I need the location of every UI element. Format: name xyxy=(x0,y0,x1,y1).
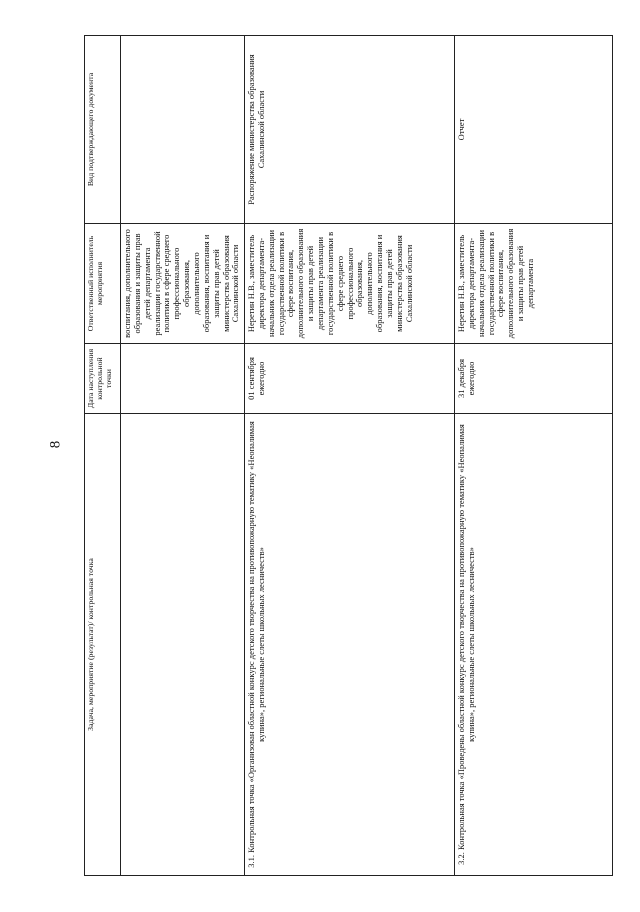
control-points-table xyxy=(84,35,613,876)
cell-executor: воспитания, дополнительного образования и защиты прав детей департамента реализации государственной политики в сфере среднего профессионального образования, дополнительного образования, воспитания и защиты прав детей министерства образования Сахалинской области xyxy=(121,224,245,344)
cell-executor: Неретин Н.В., заместитель директора департамента-начальник отдела реализации государственной политики в сфере воспитания, дополнительного образования и защиты прав детей департамента xyxy=(455,224,613,344)
cell-document xyxy=(121,36,245,224)
cell-date xyxy=(121,344,245,414)
header-date: Дата наступления контрольной точки xyxy=(85,344,121,414)
cell-task: 3.2. Контрольная точка «Проведены областной конкурс детского творчества на противопожарную тематику «Неопалимая купина», региональные слеты школьных лесничеств» xyxy=(455,414,613,876)
cell-executor: Неретин Н.В., заместитель директора департамента-начальник отдела реализации государственной политики в сфере воспитания, дополнительного образования и защиты прав детей департамента реализации государственной политики в сфере среднего профессионального образования, дополнительного образования, воспитания и защиты прав детей министерства образования Сахалинской области xyxy=(245,224,455,344)
table-row xyxy=(455,36,613,876)
page-number: 8 xyxy=(47,440,64,449)
header-executor: Ответственный исполнитель мероприятия xyxy=(85,224,121,344)
cell-document: Распоряжение министерства образования Сахалинской области xyxy=(245,36,455,224)
header-document: Вид подтверждающего документа xyxy=(85,36,121,224)
table-row xyxy=(245,36,455,876)
table-header-row xyxy=(85,36,121,876)
cell-task: 3.1. Контрольная точка «Организован областной конкурс детского творчества на противопожарную тематику «Неопалимая купина», региональные слеты школьных лесничеств» xyxy=(245,414,455,876)
cell-task xyxy=(121,414,245,876)
cell-date: 01 сентября ежегодно xyxy=(245,344,455,414)
document-table-container xyxy=(84,36,612,876)
table-row xyxy=(121,36,245,876)
header-task: Задача, мероприятие (результат)/ контрольная точка xyxy=(85,414,121,876)
cell-date: 31 декабря ежегодно xyxy=(455,344,613,414)
cell-document: Отчет xyxy=(455,36,613,224)
